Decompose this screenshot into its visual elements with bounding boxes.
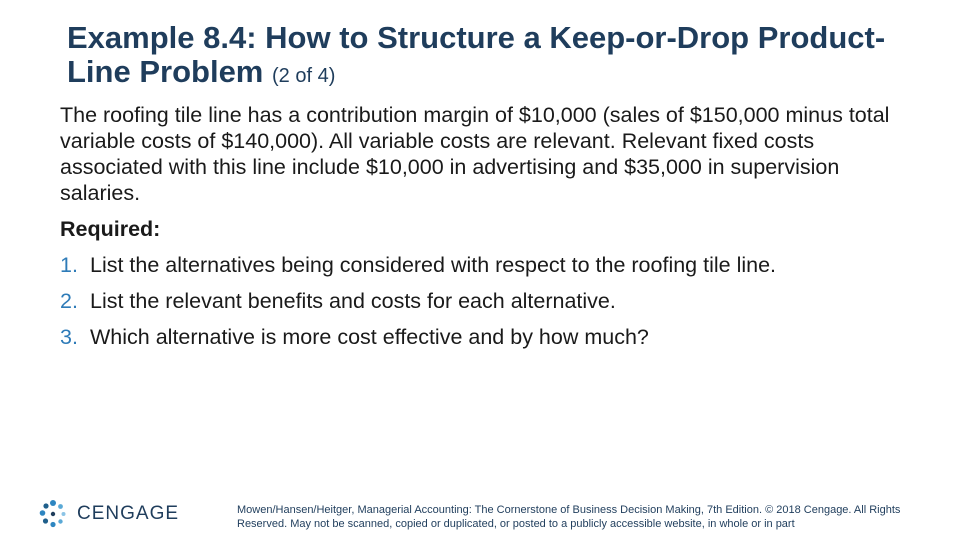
slide-body	[60, 102, 910, 360]
question-text: List the alternatives being considered with respect to the roofing tile line.	[90, 253, 777, 277]
slide-title	[67, 21, 927, 93]
required-label: Required:	[60, 217, 161, 241]
cengage-logo	[38, 497, 179, 531]
cengage-dots-icon	[38, 499, 68, 529]
question-item	[60, 288, 910, 314]
question-number: 1.	[60, 253, 78, 277]
logo-text: CENGAGE	[77, 503, 180, 524]
question-item	[60, 324, 910, 350]
slide-title-main: Example 8.4: How to Structure a Keep-or-Drop Product-Line Problem	[67, 20, 886, 89]
question-text: Which alternative is more cost effective and by how much?	[90, 325, 649, 349]
question-text: List the relevant benefits and costs for each alternative.	[90, 289, 616, 313]
question-list	[60, 252, 910, 350]
problem-paragraph: The roofing tile line has a contribution margin of $10,000 (sales of $150,000 minus total variable costs of $140,000). All variable costs are relevant. Relevant fixed costs associated with this line include $10,000 in advertising and $35,000 in supervision salaries.	[60, 103, 890, 205]
copyright-footer: Mowen/Hansen/Heitger, Managerial Accounting: The Cornerstone of Business Decision Making, 7th Edition. © 2018 Cengage. All Rights Reserved. May not be scanned, copied or duplicated, or posted to a publicly accessible website, in whole or in part	[237, 504, 901, 530]
question-number: 3.	[60, 325, 78, 349]
question-number: 2.	[60, 289, 78, 313]
question-item	[60, 252, 910, 278]
slide-title-suffix: (2 of 4)	[272, 65, 336, 87]
